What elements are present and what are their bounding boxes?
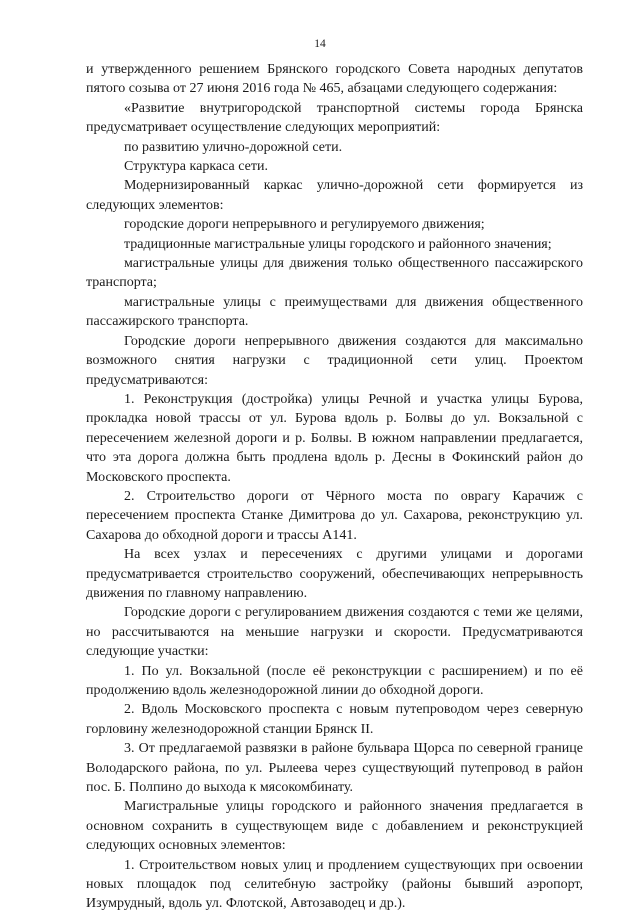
paragraph: 2. Вдоль Московского проспекта с новым путепроводом через северную горловину железнодорожной станции Брянск II. xyxy=(86,702,583,737)
paragraph: магистральные улицы для движения только общественного пассажирского транспорта; xyxy=(86,256,583,291)
paragraph: На всех узлах и пересечениях с другими улицами и дорогами предусматривается строительство сооружений, обеспечивающих непрерывность движения по главному направлению. xyxy=(86,547,583,601)
paragraph: 1. По ул. Вокзальной (после её реконструкции с расширением) и по её продолжению вдоль железнодорожной линии до обходной дороги. xyxy=(86,663,583,698)
paragraph: «Развитие внутригородской транспортной системы города Брянска предусматривает осуществление следующих мероприятий: xyxy=(86,100,583,136)
paragraph: Структура каркаса сети. xyxy=(124,159,268,175)
paragraph: 1. Реконструкция (достройка) улицы Речной и участка улицы Бурова, прокладка новой трассы от ул. Бурова вдоль р. Болвы до ул. Вокзальной с пересечением железной дороги и р. Болвы. В южном направлении предлагается, что эта дорога должна быть продлена вдоль р. Десны в Фокинский район до Московского проспекта. xyxy=(86,391,583,485)
paragraph: Городские дороги непрерывного движения создаются для максимально возможного снятия нагрузки с традиционной сети улиц. Проектом предусматриваются: xyxy=(86,333,583,388)
document-body xyxy=(86,60,583,914)
paragraph: 2. Строительство дороги от Чёрного моста по оврагу Карачиж с пересечением проспекта Станке Димитрова до ул. Сахарова, реконструкцию ул. Сахарова до обходной дороги и трассы А141. xyxy=(86,488,583,543)
paragraph: Городские дороги с регулированием движения создаются с теми же целями, но рассчитываются на меньшие нагрузки и скорости. Предусматриваются следующие участки: xyxy=(86,605,583,660)
paragraph: Магистральные улицы городского и районного значения предлагается в основном сохранить в существующем виде с добавлением и реконструкцией следующих основных элементов: xyxy=(86,799,583,854)
paragraph: и утвержденного решением Брянского городского Совета народных депутатов пятого созыва от 27 июня 2016 года № 465, абзацами следующего содержания: xyxy=(86,62,583,97)
paragraph: 3. От предлагаемой развязки в районе бульвара Щорса по северной границе Володарского района, по ул. Рылеева через существующий путепровод в район пос. Б. Полпино до выхода к мясокомбинату. xyxy=(86,741,583,796)
paragraph: магистральные улицы с преимуществами для движения общественного пассажирского транспорта. xyxy=(86,294,583,330)
paragraph: по развитию улично-дорожной сети. xyxy=(124,139,343,155)
paragraph: 1. Строительством новых улиц и продлением существующих при освоении новых площадок под селитебную застройку (районы бывший аэропорт, Изумрудный, вдоль ул. Флотской, Автозаводец и др.). xyxy=(86,857,583,912)
page-number: 14 xyxy=(314,38,326,50)
paragraph: городские дороги непрерывного и регулируемого движения; xyxy=(124,217,485,233)
paragraph: Модернизированный каркас улично-дорожной сети формируется из следующих элементов: xyxy=(86,178,583,213)
paragraph: традиционные магистральные улицы городского и районного значения; xyxy=(124,236,552,252)
